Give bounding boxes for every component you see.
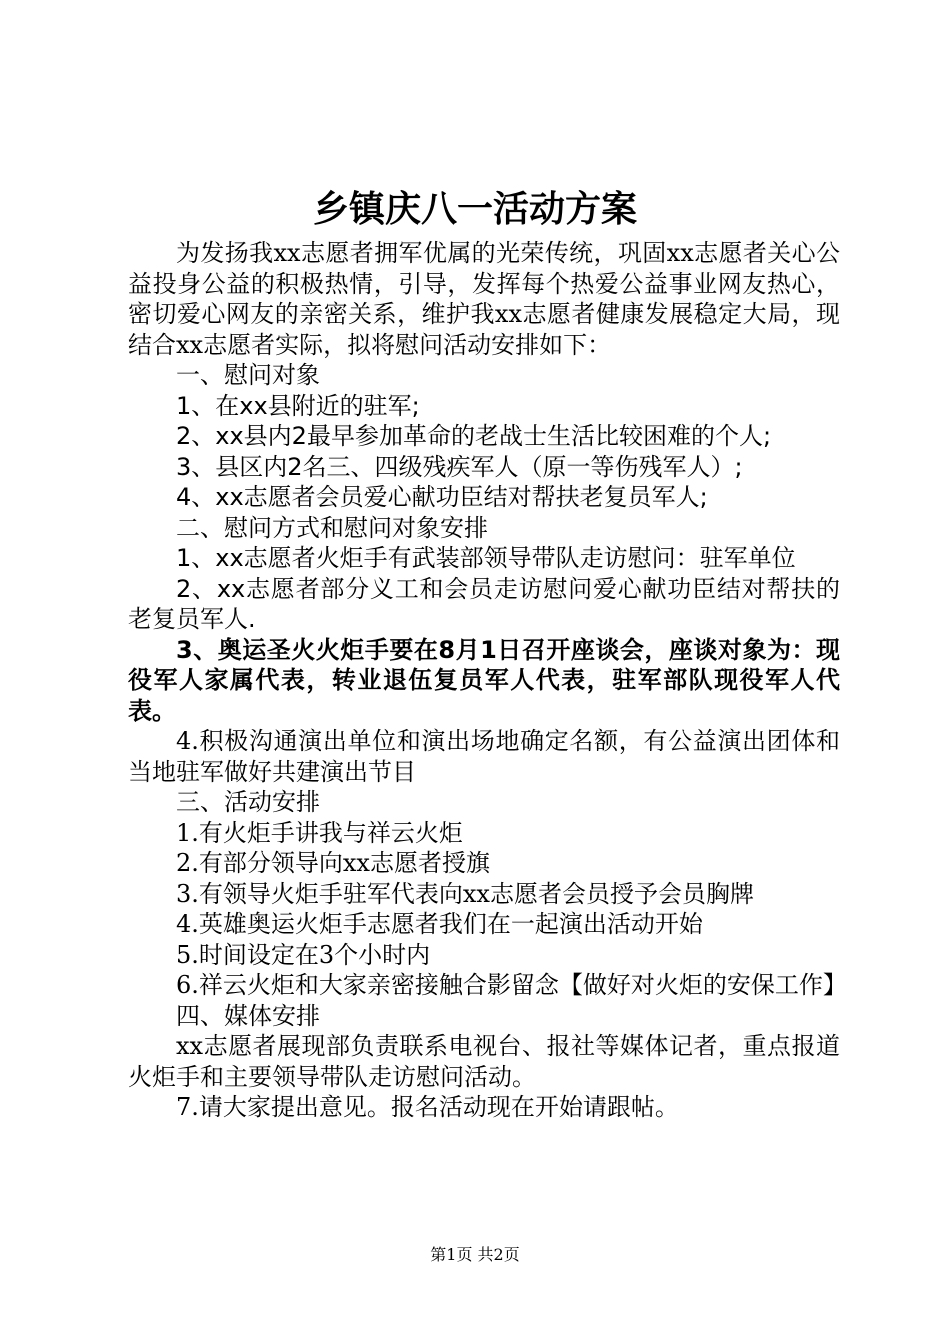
list-item: 5.时间设定在3个小时内 [176,940,431,969]
section-heading-2: 二、慰问方式和慰问对象安排 [176,513,488,542]
list-item: 1、在xx县附近的驻军; [176,391,420,420]
page-number: 第1页 共2页 [430,1245,520,1264]
section-heading-4: 四、媒体安排 [176,1001,320,1030]
media-paragraph: xx志愿者展现部负责联系电视台、报社等媒体记者，重点报道火炬手和主要领导带队走访慰问活动。 [128,1032,840,1091]
list-item: 4、xx志愿者会员爱心献功臣结对帮扶老复员军人; [176,483,708,511]
list-item: 2、xx志愿者部分义工和会员走访慰问爱心献功臣结对帮扶的老复员军人. [128,574,840,633]
page-footer [0,1244,950,1266]
list-item: 3、奥运圣火火炬手要在8月1日召开座谈会，座谈对象为：现役军人家属代表，转业退伍复员军人代表，驻军部队现役军人代表。 [128,635,840,725]
intro-paragraph: 为发扬我xx志愿者拥军优属的光荣传统，巩固xx志愿者关心公益投身公益的积极热情，引导，发挥每个热爱公益事业网友热心，密切爱心网友的亲密关系，维护我xx志愿者健康发展稳定大局，现结合xx志愿者实际，拟将慰问活动安排如下： [128,239,840,359]
list-item: 1.有火炬手讲我与祥云火炬 [176,818,463,847]
closing-paragraph: 7.请大家提出意见。报名活动现在开始请跟帖。 [176,1093,679,1121]
list-item: 2.有部分领导向xx志愿者授旗 [176,849,490,877]
list-item: 6.祥云火炬和大家亲密接触合影留念【做好对火炬的安保工作】 [176,971,847,999]
section-heading-3: 三、活动安排 [176,788,320,816]
list-item: 2、xx县内2最早参加革命的老战士生活比较困难的个人; [176,422,772,450]
list-item: 3、县区内2名三、四级残疾军人（原一等伤残军人）; [176,452,743,481]
list-item: 1、xx志愿者火炬手有武装部领导带队走访慰问：驻军单位 [176,544,796,572]
section-heading-1: 一、慰问对象 [176,361,320,389]
list-item: 3.有领导火炬手驻军代表向xx志愿者会员授予会员胸牌 [176,879,754,908]
document-body [128,238,847,1123]
list-item: 4.积极沟通演出单位和演出场地确定名额，有公益演出团体和当地驻军做好共建演出节目 [128,727,840,786]
document-title: 乡镇庆八一活动方案 [312,189,637,230]
list-item: 4.英雄奥运火炬手志愿者我们在一起演出活动开始 [176,910,703,938]
